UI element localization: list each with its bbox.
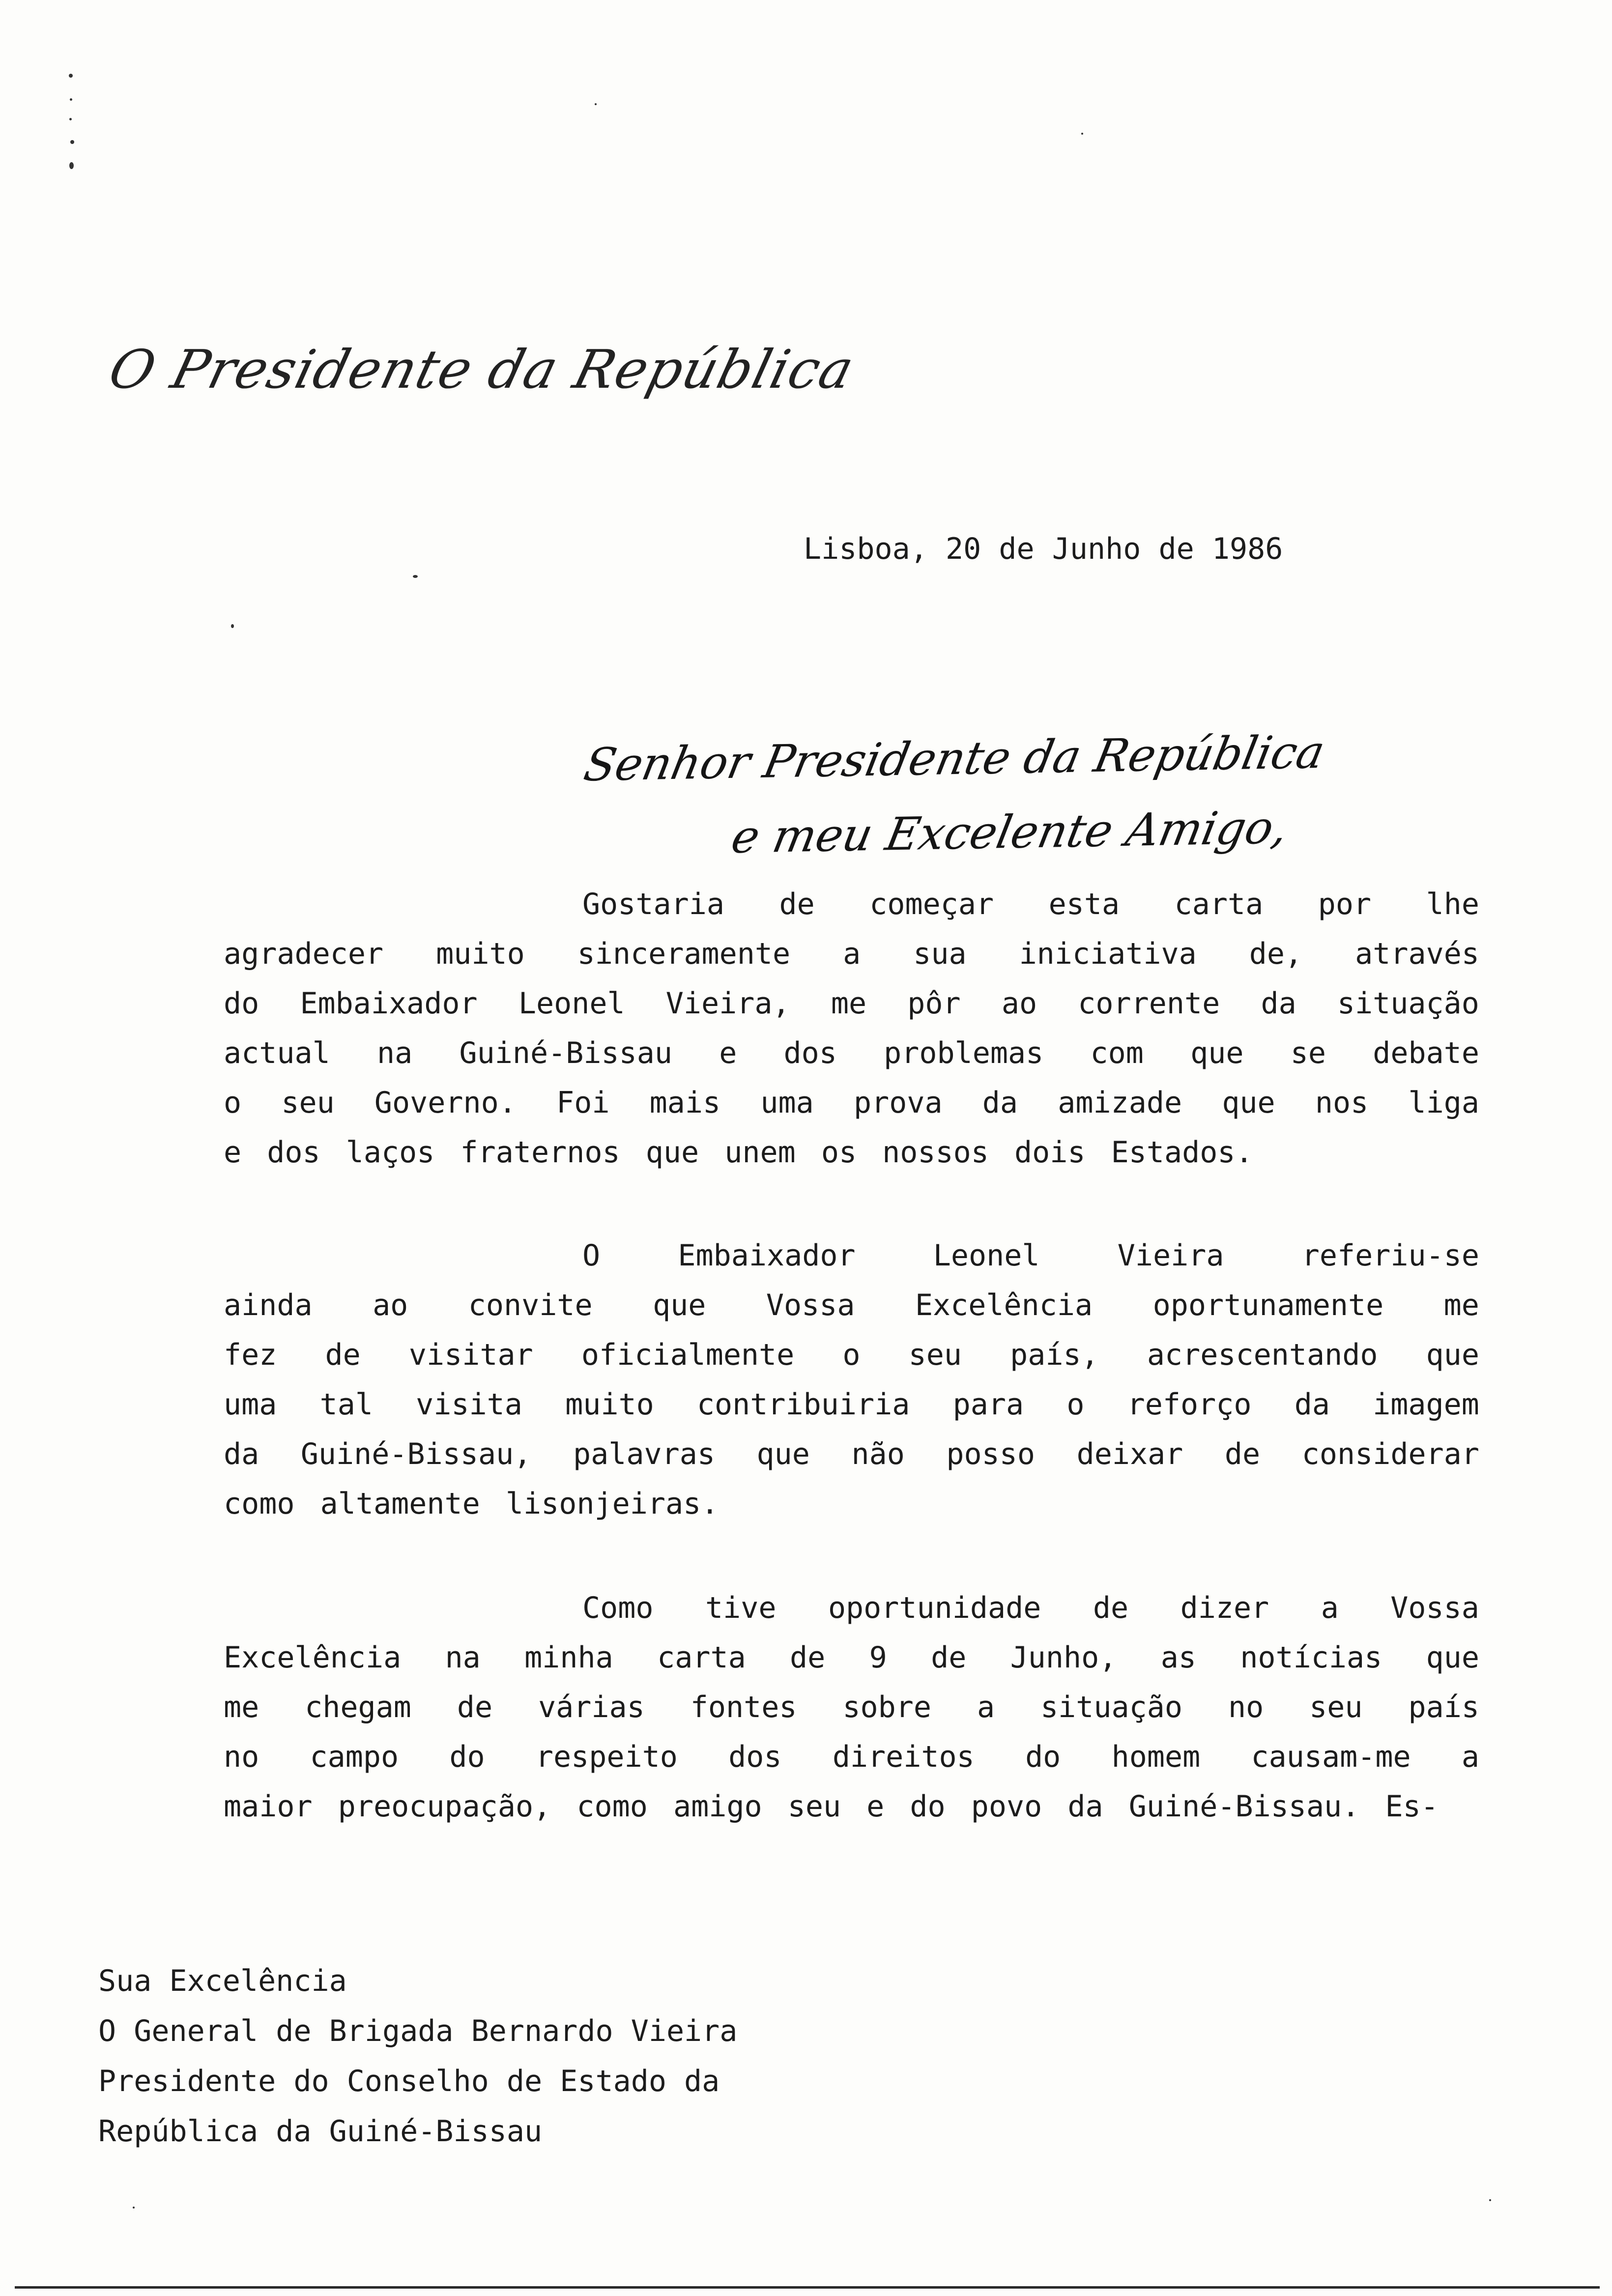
word: de, bbox=[1249, 937, 1303, 971]
word: carta bbox=[1174, 887, 1264, 921]
word: de bbox=[931, 1640, 967, 1675]
word: Embaixador bbox=[678, 1238, 856, 1273]
word: situação bbox=[1337, 986, 1479, 1021]
letterhead-title: O Presidente da República bbox=[103, 339, 861, 401]
word: no bbox=[224, 1740, 259, 1774]
word: imagem bbox=[1373, 1387, 1479, 1422]
word: actual bbox=[224, 1036, 330, 1070]
word: da bbox=[982, 1086, 1018, 1120]
word: não bbox=[851, 1437, 905, 1471]
word: muito bbox=[565, 1387, 654, 1422]
paragraph-line bbox=[224, 1430, 1479, 1479]
word: se bbox=[1290, 1036, 1326, 1070]
word: com bbox=[1090, 1036, 1144, 1070]
letter-date: Lisboa, 20 de Junho de 1986 bbox=[804, 532, 1283, 566]
word: carta bbox=[657, 1640, 746, 1675]
paragraph-line bbox=[224, 979, 1479, 1029]
word: dizer bbox=[1180, 1591, 1269, 1625]
word: Como bbox=[582, 1591, 654, 1625]
word: uma bbox=[760, 1086, 814, 1120]
word: de bbox=[1224, 1437, 1261, 1471]
word: causam-me bbox=[1251, 1740, 1411, 1774]
word: que bbox=[1426, 1338, 1479, 1372]
body-paragraph bbox=[224, 1231, 1479, 1529]
word: oportunamente bbox=[1152, 1288, 1384, 1322]
word: amizade bbox=[1058, 1086, 1182, 1120]
word: sinceramente bbox=[577, 937, 791, 971]
word: direitos bbox=[832, 1740, 975, 1774]
word: acrescentando bbox=[1147, 1338, 1378, 1372]
word: o bbox=[224, 1086, 242, 1120]
word: lhe bbox=[1426, 887, 1479, 921]
word: visitar bbox=[408, 1338, 533, 1372]
word: esta bbox=[1048, 887, 1120, 921]
addressee-line: República da Guiné-Bissau bbox=[98, 2114, 543, 2149]
paragraph-line bbox=[224, 1583, 1479, 1633]
word: de bbox=[790, 1640, 826, 1675]
word: liga bbox=[1408, 1086, 1479, 1120]
word: situação bbox=[1040, 1690, 1183, 1724]
word: fez bbox=[224, 1338, 277, 1372]
word: prova bbox=[853, 1086, 943, 1120]
word: 9 bbox=[869, 1640, 887, 1675]
word: a bbox=[843, 937, 861, 971]
word: começar bbox=[869, 887, 994, 921]
paragraph-line bbox=[224, 1281, 1479, 1330]
word: do bbox=[1025, 1740, 1061, 1774]
word: Guiné-Bissau bbox=[459, 1036, 672, 1070]
addressee-line: Presidente do Conselho de Estado da bbox=[98, 2064, 720, 2098]
addressee-block bbox=[98, 1956, 737, 2156]
paragraph-line bbox=[224, 1633, 1479, 1683]
word: dos bbox=[783, 1036, 837, 1070]
word: fontes bbox=[690, 1690, 797, 1724]
word: o bbox=[842, 1338, 861, 1372]
word: país bbox=[1408, 1690, 1479, 1724]
paragraph-line bbox=[224, 1732, 1479, 1782]
word: país, bbox=[1010, 1338, 1099, 1372]
word: problemas bbox=[884, 1036, 1044, 1070]
word: me bbox=[224, 1690, 259, 1724]
word: oportunidade bbox=[828, 1591, 1041, 1625]
word: que bbox=[756, 1437, 810, 1471]
word: Excelência bbox=[224, 1640, 402, 1675]
salutation-line-1: Senhor Presidente da República bbox=[579, 725, 1329, 792]
word: notícias bbox=[1240, 1640, 1382, 1675]
word: no bbox=[1228, 1690, 1264, 1724]
word: e bbox=[719, 1036, 737, 1070]
word: referiu-se bbox=[1301, 1238, 1479, 1273]
word: as bbox=[1160, 1640, 1196, 1675]
word: que bbox=[653, 1288, 706, 1322]
word: corrente bbox=[1078, 986, 1220, 1021]
word: que bbox=[1190, 1036, 1244, 1070]
word: de bbox=[457, 1690, 493, 1724]
word: ao bbox=[1001, 986, 1037, 1021]
word: iniciativa bbox=[1019, 937, 1197, 971]
paragraph-line: e dos laços fraternos que unem os nossos dois Estados. bbox=[224, 1135, 1253, 1170]
word: por bbox=[1318, 887, 1372, 921]
word: Vieira, bbox=[665, 986, 790, 1021]
word: do bbox=[449, 1740, 485, 1774]
word: seu bbox=[1309, 1690, 1363, 1724]
salutation-line-2: e meu Excelente Amigo, bbox=[727, 801, 1293, 864]
word: a bbox=[1321, 1591, 1339, 1625]
word: seu bbox=[281, 1086, 335, 1120]
word: contribuiria bbox=[696, 1387, 910, 1422]
word: para bbox=[952, 1387, 1024, 1422]
word: através bbox=[1355, 937, 1479, 971]
word: o bbox=[1066, 1387, 1085, 1422]
word: debate bbox=[1373, 1036, 1479, 1070]
addressee-line: Sua Excelência bbox=[98, 1964, 347, 1998]
word: ainda bbox=[224, 1288, 313, 1322]
paragraph-line bbox=[224, 1683, 1479, 1732]
word: convite bbox=[468, 1288, 593, 1322]
word: seu bbox=[908, 1338, 962, 1372]
word: me bbox=[1443, 1288, 1479, 1322]
word: Excelência bbox=[915, 1288, 1093, 1322]
word: Leonel bbox=[933, 1238, 1040, 1273]
word: uma bbox=[224, 1387, 277, 1422]
paragraph-line bbox=[224, 880, 1479, 929]
word: considerar bbox=[1301, 1437, 1479, 1471]
word: reforço bbox=[1127, 1387, 1252, 1422]
word: tal bbox=[319, 1387, 373, 1422]
paragraph-line: como altamente lisonjeiras. bbox=[224, 1487, 719, 1521]
word: Embaixador bbox=[300, 986, 478, 1021]
word: a bbox=[1461, 1740, 1479, 1774]
word: sua bbox=[913, 937, 967, 971]
word: Gostaria bbox=[582, 887, 724, 921]
word: na bbox=[376, 1036, 413, 1070]
word: da bbox=[224, 1437, 259, 1471]
page-bottom-rule bbox=[15, 2286, 1600, 2289]
word: O bbox=[582, 1238, 601, 1273]
word: Vossa bbox=[1390, 1591, 1479, 1625]
word: muito bbox=[436, 937, 525, 971]
paragraph-line bbox=[224, 1380, 1479, 1430]
word: a bbox=[977, 1690, 995, 1724]
paragraph-line bbox=[224, 1078, 1479, 1128]
paragraph-line: maior preocupação, como amigo seu e do povo da Guiné-Bissau. Es- bbox=[224, 1789, 1439, 1824]
body-paragraph bbox=[224, 880, 1479, 1177]
addressee-line: O General de Brigada Bernardo Vieira bbox=[98, 2014, 738, 2048]
word: deixar bbox=[1076, 1437, 1183, 1471]
word: Guiné-Bissau, bbox=[300, 1437, 532, 1471]
word: oficialmente bbox=[581, 1338, 795, 1372]
word: mais bbox=[649, 1086, 721, 1120]
word: na bbox=[445, 1640, 481, 1675]
word: tive bbox=[705, 1591, 777, 1625]
word: nos bbox=[1315, 1086, 1369, 1120]
word: dos bbox=[728, 1740, 782, 1774]
body-paragraph bbox=[224, 1583, 1479, 1832]
word: de bbox=[325, 1338, 361, 1372]
word: de bbox=[1093, 1591, 1129, 1625]
word: minha bbox=[524, 1640, 613, 1675]
word: Junho, bbox=[1010, 1640, 1117, 1675]
word: Vieira bbox=[1117, 1238, 1224, 1273]
word: várias bbox=[538, 1690, 645, 1724]
word: Vossa bbox=[766, 1288, 855, 1322]
word: homem bbox=[1111, 1740, 1201, 1774]
paragraph-line bbox=[224, 929, 1479, 979]
word: da bbox=[1261, 986, 1296, 1021]
word: respeito bbox=[535, 1740, 678, 1774]
paragraph-line bbox=[224, 1029, 1479, 1078]
word: pôr bbox=[907, 986, 961, 1021]
word: campo bbox=[310, 1740, 399, 1774]
word: posso bbox=[946, 1437, 1036, 1471]
word: de bbox=[779, 887, 815, 921]
word: do bbox=[224, 986, 259, 1021]
word: da bbox=[1294, 1387, 1330, 1422]
word: agradecer bbox=[224, 937, 384, 971]
word: palavras bbox=[573, 1437, 715, 1471]
word: sobre bbox=[842, 1690, 932, 1724]
word: que bbox=[1222, 1086, 1275, 1120]
word: que bbox=[1426, 1640, 1479, 1675]
word: chegam bbox=[305, 1690, 411, 1724]
paragraph-line bbox=[224, 1231, 1479, 1281]
word: Governo. bbox=[374, 1086, 517, 1120]
word: Foi bbox=[556, 1086, 610, 1120]
word: visita bbox=[416, 1387, 522, 1422]
paragraph-line bbox=[224, 1330, 1479, 1380]
word: me bbox=[831, 986, 867, 1021]
word: Leonel bbox=[518, 986, 625, 1021]
word: ao bbox=[373, 1288, 408, 1322]
